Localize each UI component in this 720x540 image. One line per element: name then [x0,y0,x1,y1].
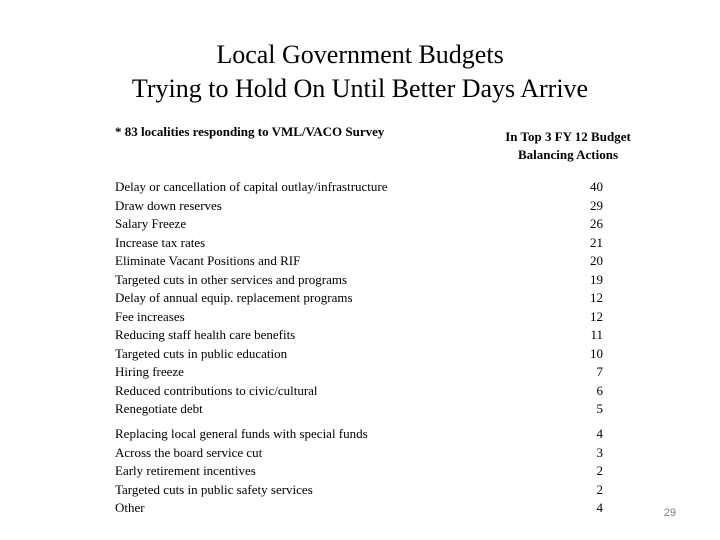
table-row [115,234,615,253]
table-row [115,271,615,290]
action-count: 12 [590,308,603,324]
action-label: Reduced contributions to civic/cultural [115,382,318,398]
action-label: Renegotiate debt [115,401,203,416]
table-row [115,481,615,500]
action-count: 29 [590,197,603,213]
action-label: Targeted cuts in public education [115,345,288,361]
slide-title [0,38,720,106]
page-number: 29 [663,507,677,519]
table-row [115,252,615,271]
table-row [115,425,615,444]
action-count: 20 [590,253,603,268]
table-row [115,308,615,327]
action-label: Eliminate Vacant Positions and RIF [115,253,301,268]
action-count: 21 [590,234,603,250]
action-count: 4 [596,426,603,441]
action-label: Fee increases [115,308,185,324]
table-row [115,363,615,382]
action-count: 12 [590,290,603,305]
action-count: 4 [596,500,603,515]
action-label: Replacing local general funds with special funds [115,426,368,441]
table-row [115,499,615,518]
action-label: Delay or cancellation of capital outlay/infrastructure [115,179,388,194]
action-label: Targeted cuts in public safety services [115,481,313,497]
table-row [115,326,615,345]
action-label: Draw down reserves [115,197,222,213]
action-label: Early retirement incentives [115,463,256,478]
column-header-line-1: In Top 3 FY 12 Budget [505,129,631,144]
action-count: 2 [596,481,603,497]
table-row [115,215,615,234]
action-label: Delay of annual equip. replacement programs [115,290,353,305]
action-label: Other [115,500,145,515]
table-row [115,178,615,197]
action-count: 2 [596,463,603,478]
action-count: 40 [590,179,603,194]
actions-list-secondary [115,425,615,518]
actions-list-primary [115,178,615,419]
survey-note: * 83 localities responding to VML/VACO Survey [115,124,385,139]
table-row [115,400,615,419]
table-row [115,197,615,216]
action-count: 19 [590,271,603,287]
action-label: Across the board service cut [115,444,263,460]
action-label: Hiring freeze [115,364,184,379]
table-row [115,444,615,463]
action-count: 26 [590,216,603,231]
column-header [478,128,658,164]
action-label: Increase tax rates [115,234,206,250]
action-label: Salary Freeze [115,216,187,231]
table-row [115,345,615,364]
action-count: 3 [596,444,603,460]
action-count: 11 [590,327,603,342]
action-label: Reducing staff health care benefits [115,327,296,342]
action-label: Targeted cuts in other services and programs [115,271,348,287]
slide-title-line-1: Local Government Budgets [216,40,504,69]
table-row [115,462,615,481]
action-count: 6 [596,382,603,398]
action-count: 10 [590,345,603,361]
table-row [115,289,615,308]
action-count: 5 [596,401,603,416]
table-row [115,382,615,401]
slide-title-line-2: Trying to Hold On Until Better Days Arrive [131,74,589,103]
action-count: 7 [596,364,603,379]
column-header-line-2: Balancing Actions [517,147,619,162]
